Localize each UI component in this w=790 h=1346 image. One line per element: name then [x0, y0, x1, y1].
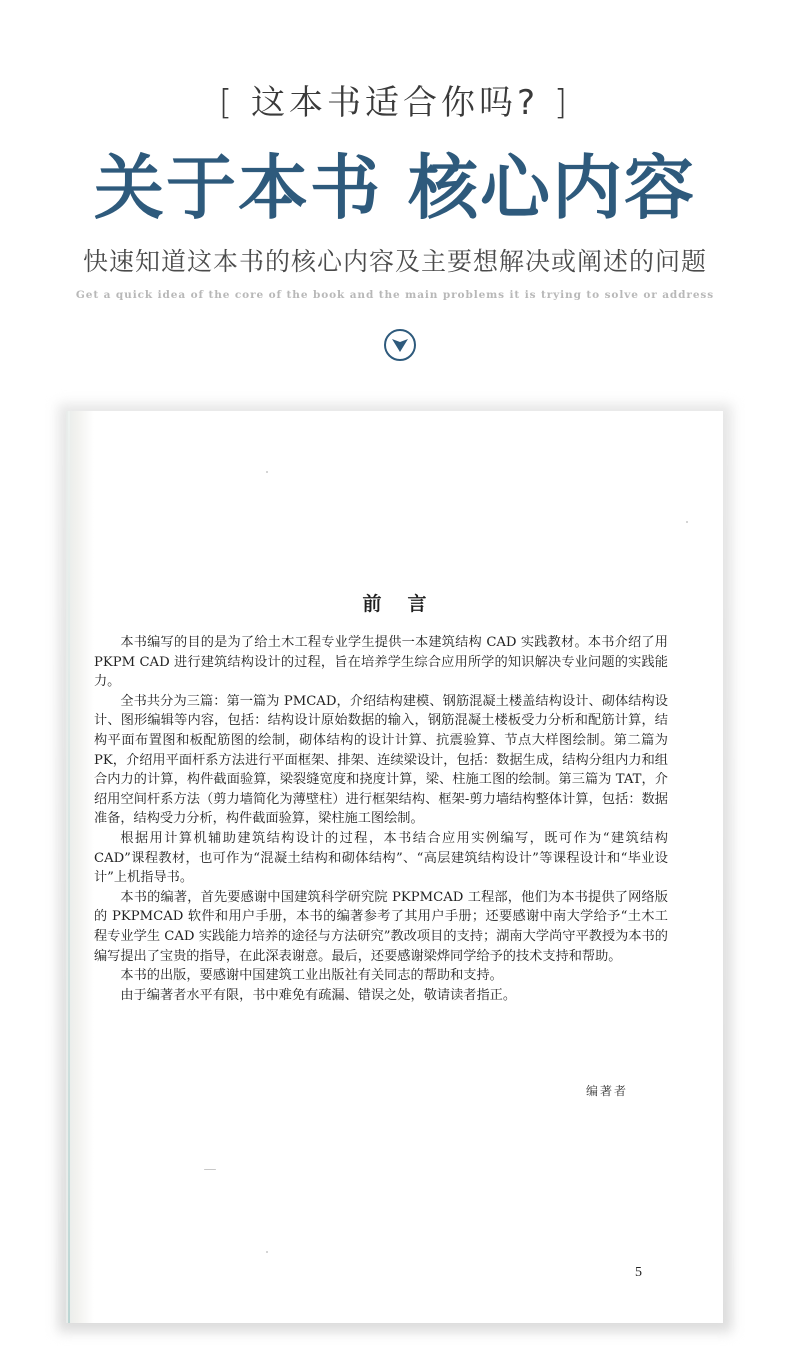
paper-speck	[266, 1251, 268, 1253]
preface-body	[94, 633, 668, 1005]
bracket-close: ]	[553, 83, 572, 123]
preface-paragraph: 由于编著者水平有限，书中难免有疏漏、错误之处，敬请读者指正。	[120, 987, 517, 1003]
header-tagline	[0, 78, 790, 128]
paper-speck	[266, 471, 268, 473]
preface-paragraph: 根据用计算机辅助建筑结构设计的过程，本书结合应用实例编写，既可作为“建筑结构 CAD”课程教材，也可作为“混凝土结构和砌体结构”、“高层建筑结构设计”等课程设计和“毕业设计”上机指导书。	[94, 830, 668, 886]
subtitle-chinese: 快速知道这本书的核心内容及主要想解决或阐述的问题	[82, 247, 707, 276]
page-binding-edge	[66, 411, 94, 1323]
paper-speck	[686, 521, 688, 523]
preface-paragraph: 本书的编著，首先要感谢中国建筑科学研究院 PKPMCAD 工程部，他们为本书提供了网络版的 PKPMCAD 软件和用户手册，本书的编著参考了其用户手册；还要感谢中南大学给予“土木工程专业学生 CAD 实践能力培养的途径与方法研究”教改项目的支持；湖南大学尚守平教授为本书的编写提出了宝贵的指导，在此深表谢意。最后，还要感谢梁烨同学给予的技术支持和帮助。	[94, 889, 668, 964]
paper-speck	[204, 1169, 216, 1170]
preface-paragraph: 本书的出版，要感谢中国建筑工业出版社有关同志的帮助和支持。	[120, 968, 503, 984]
author-signature: 编著者	[586, 1084, 629, 1098]
title-core-content: 核心内容	[408, 146, 696, 229]
subtitle-english: Get a quick idea of the core of the book and the main problems it is trying to solve or address	[75, 289, 715, 301]
tagline-text: 这本书适合你吗?	[250, 83, 540, 123]
bracket-open: [	[218, 83, 237, 123]
preface-paragraph: 本书编写的目的是为了给土木工程专业学生提供一本建筑结构 CAD 实践教材。本书介绍了用 PKPM CAD 进行建筑结构设计的过程，旨在培养学生综合应用所学的知识解决专业问题的实践能力。	[94, 635, 668, 690]
preface-title: 前言	[362, 593, 453, 615]
page-number: 5	[635, 1265, 642, 1280]
page-title	[0, 140, 790, 236]
title-about-book: 关于本书	[94, 146, 382, 229]
preface-paragraph: 全书共分为三篇：第一篇为 PMCAD，介绍结构建模、钢筋混凝土楼盖结构设计、砌体结构设计、图形编辑等内容，包括：结构设计原始数据的输入，钢筋混凝土楼板受力分析和配筋计算，结构平面布置图和板配筋图的绘制，砌体结构的设计计算、抗震验算、节点大样图绘制。第二篇为 PK，介绍用平面杆系方法进行平面框架、排架、连续梁设计，包括：数据生成，结构分组内力和组合内力的计算，构件截面验算，梁裂缝宽度和挠度计算，梁、柱施工图的绘制。第三篇为 TAT，介绍用空间杆系方法（剪力墙简化为薄壁柱）进行框架结构、框架-剪力墙结构整体计算，包括：数据准备，结构受力分析，构件截面验算，梁柱施工图绘制。	[94, 693, 668, 827]
book-page	[66, 411, 723, 1323]
scroll-down-button[interactable]	[384, 329, 416, 361]
page-spine-line	[68, 411, 70, 1323]
